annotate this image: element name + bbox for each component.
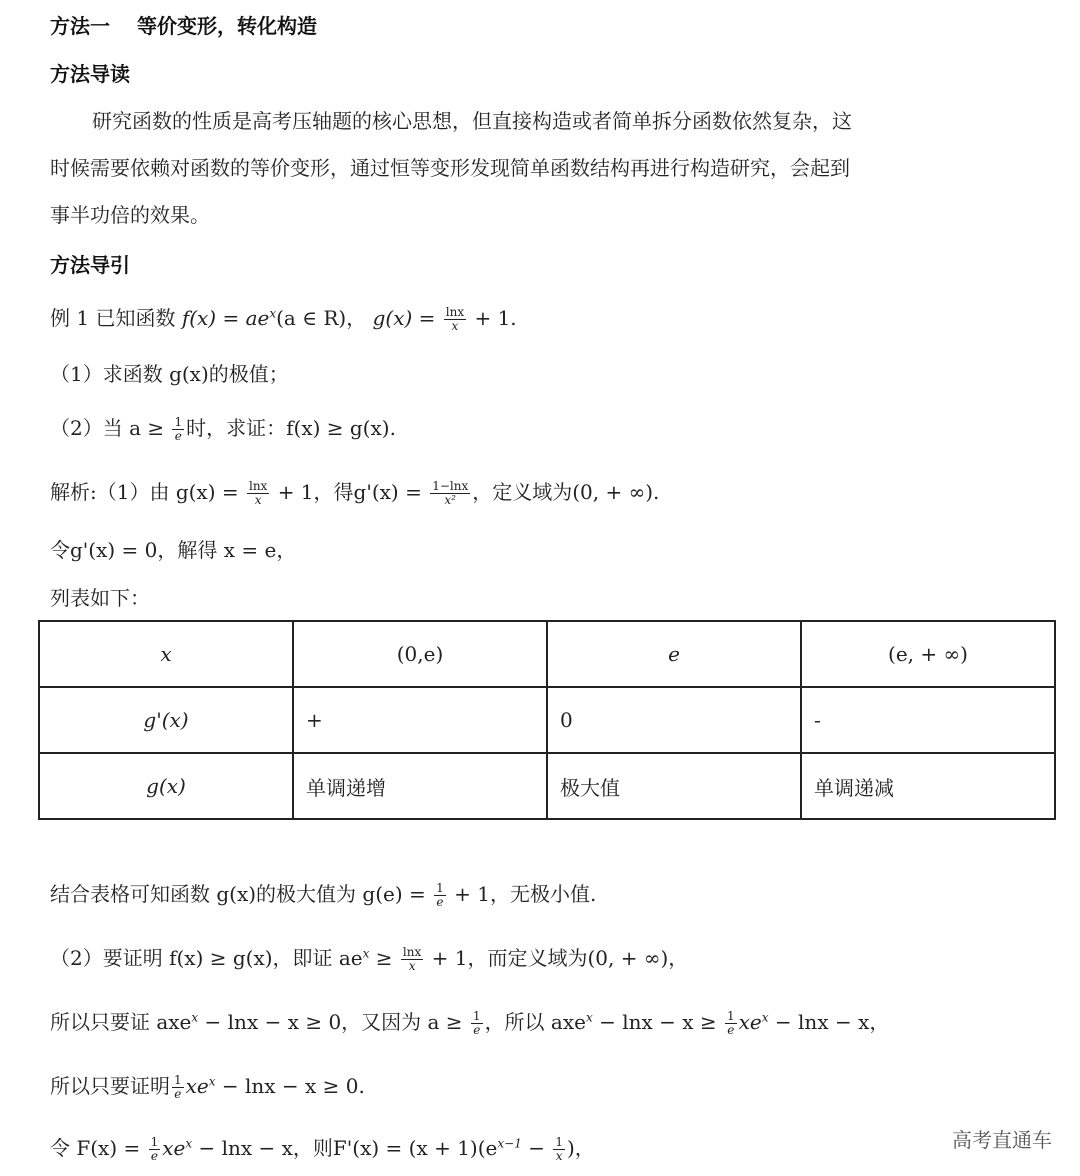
fraction-numerator: 1 xyxy=(555,1135,563,1149)
sol1-pre: 解析:（1）由 g(x) = xyxy=(50,480,239,504)
q2-pre: （2）当 a ≥ xyxy=(50,416,165,440)
table-cell: g'(x) xyxy=(39,687,293,753)
q2-fraction xyxy=(172,416,184,443)
fraction-denominator: x xyxy=(408,959,416,973)
fraction-denominator: x xyxy=(254,493,262,507)
sol1-fraction-2 xyxy=(430,480,470,507)
section-heading-method: 方法一 等价变形，转化构造 xyxy=(50,14,317,38)
proof-line-3 xyxy=(50,1006,889,1037)
line5-fraction-2 xyxy=(553,1136,565,1163)
line3-mid2: ，所以 axe xyxy=(484,1010,586,1034)
line5-pre: 令 F(x) = xyxy=(50,1136,141,1160)
example-label: 例 1 已知函数 xyxy=(50,306,176,330)
conclusion-pre: 结合表格可知函数 g(x)的极大值为 g(e) = xyxy=(50,882,426,906)
line4-post: xe xyxy=(185,1074,209,1098)
section-heading-guide-read: 方法导读 xyxy=(50,62,130,86)
table-cell: x xyxy=(39,621,293,687)
intro-line-3: 事半功倍的效果。 xyxy=(50,203,210,227)
fraction-denominator: e xyxy=(174,429,182,443)
question-2 xyxy=(50,412,396,443)
line5-end: )， xyxy=(566,1136,595,1160)
example-f-tail: (a ∈ R)， xyxy=(276,306,367,330)
example-g-fraction xyxy=(444,306,466,333)
sign-table xyxy=(38,620,1056,820)
table-cell: 单调递增 xyxy=(293,753,547,819)
line5-mid3: − xyxy=(521,1136,545,1160)
table-cell: + xyxy=(293,687,547,753)
part2-line xyxy=(50,942,688,973)
line3-pre: 所以只要证 axe xyxy=(50,1010,192,1034)
line4-sup: x xyxy=(208,1074,216,1089)
line5-mid2: − lnx − x，则F'(x) = (x + 1)(e xyxy=(192,1136,498,1160)
example-g-def: g(x) = xyxy=(372,306,436,330)
line4-end: − lnx − x ≥ 0. xyxy=(215,1074,365,1098)
fraction-numerator: 1 xyxy=(472,1009,481,1023)
line3-fraction-2 xyxy=(725,1010,737,1037)
table-cell: 0 xyxy=(547,687,801,753)
part2-fraction xyxy=(401,946,423,973)
line3-post: xe xyxy=(738,1010,762,1034)
table-cell: 单调递减 xyxy=(801,753,1055,819)
line5-sup2: x−1 xyxy=(497,1136,522,1151)
fraction-numerator: 1 xyxy=(436,881,444,895)
line3-end: − lnx − x， xyxy=(768,1010,890,1034)
proof-line-5 xyxy=(50,1132,595,1163)
line4-pre: 所以只要证明 xyxy=(50,1074,170,1098)
fraction-numerator: 1 xyxy=(174,1073,182,1087)
intro-line-2: 时候需要依赖对函数的等价变形，通过恒等变形发现简单函数结构再进行构造研究，会起到 xyxy=(50,156,850,180)
sol1-mid: + 1，得g'(x) = xyxy=(277,480,422,504)
table-cell: (e, + ∞) xyxy=(801,621,1055,687)
watermark: 高考直通车 xyxy=(952,1128,1052,1152)
line3-fraction-1 xyxy=(471,1010,483,1037)
line3-sup2: x xyxy=(585,1010,593,1025)
fraction-denominator: x xyxy=(555,1149,563,1163)
fraction-denominator: e xyxy=(727,1023,735,1037)
conclusion-line xyxy=(50,878,596,909)
conclusion-fraction xyxy=(434,882,446,909)
line5-mid: xe xyxy=(162,1136,186,1160)
part2-sup: x xyxy=(362,946,370,961)
table-row-header xyxy=(39,621,1055,687)
question-1: （1）求函数 g(x)的极值； xyxy=(50,362,289,386)
part2-pre: （2）要证明 f(x) ≥ g(x)，即证 ae xyxy=(50,946,363,970)
fraction-numerator: 1 xyxy=(174,415,183,429)
fraction-numerator: 1 xyxy=(150,1135,159,1149)
fraction-numerator: lnx xyxy=(248,479,268,493)
example-f-sup: x xyxy=(269,306,277,321)
example-g-tail: + 1. xyxy=(474,306,517,330)
fraction-denominator: x² xyxy=(444,493,456,507)
line3-sup: x xyxy=(191,1010,199,1025)
solution-zero-line: 令g'(x) = 0，解得 x = e， xyxy=(50,538,297,562)
line4-fraction xyxy=(172,1074,184,1101)
example-line xyxy=(50,302,517,333)
line3-mid3: − lnx − x ≥ xyxy=(592,1010,717,1034)
example-f-def: f(x) = ae xyxy=(181,306,270,330)
fraction-denominator: e xyxy=(174,1087,182,1101)
section-heading-guide: 方法导引 xyxy=(50,253,130,277)
fraction-denominator: e xyxy=(436,895,444,909)
fraction-denominator: e xyxy=(150,1149,158,1163)
table-cell: e xyxy=(547,621,801,687)
part2-mid: ≥ xyxy=(369,946,393,970)
fraction-numerator: 1−lnx xyxy=(432,479,469,493)
table-row-derivative xyxy=(39,687,1055,753)
table-cell: g(x) xyxy=(39,753,293,819)
table-cell: - xyxy=(801,687,1055,753)
table-row-function xyxy=(39,753,1055,819)
solution-line-1 xyxy=(50,476,659,507)
fraction-numerator: lnx xyxy=(445,305,465,319)
table-intro: 列表如下： xyxy=(50,586,150,610)
proof-line-4 xyxy=(50,1070,365,1101)
sol1-post: ，定义域为(0, + ∞). xyxy=(472,480,660,504)
fraction-numerator: lnx xyxy=(402,945,422,959)
line3-mid: − lnx − x ≥ 0，又因为 a ≥ xyxy=(198,1010,463,1034)
line5-sup: x xyxy=(185,1136,193,1151)
fraction-numerator: 1 xyxy=(727,1009,735,1023)
intro-line-1: 研究函数的性质是高考压轴题的核心思想，但直接构造或者简单拆分函数依然复杂，这 xyxy=(92,109,852,133)
sol1-fraction-1 xyxy=(247,480,269,507)
q2-post: 时，求证：f(x) ≥ g(x). xyxy=(186,416,396,440)
fraction-denominator: x xyxy=(451,319,459,333)
line3-sup3: x xyxy=(761,1010,769,1025)
table-cell: (0,e) xyxy=(293,621,547,687)
line5-fraction-1 xyxy=(149,1136,161,1163)
part2-post: + 1，而定义域为(0, + ∞)， xyxy=(431,946,689,970)
conclusion-post: + 1，无极小值. xyxy=(454,882,597,906)
table-cell: 极大值 xyxy=(547,753,801,819)
fraction-denominator: e xyxy=(473,1023,481,1037)
